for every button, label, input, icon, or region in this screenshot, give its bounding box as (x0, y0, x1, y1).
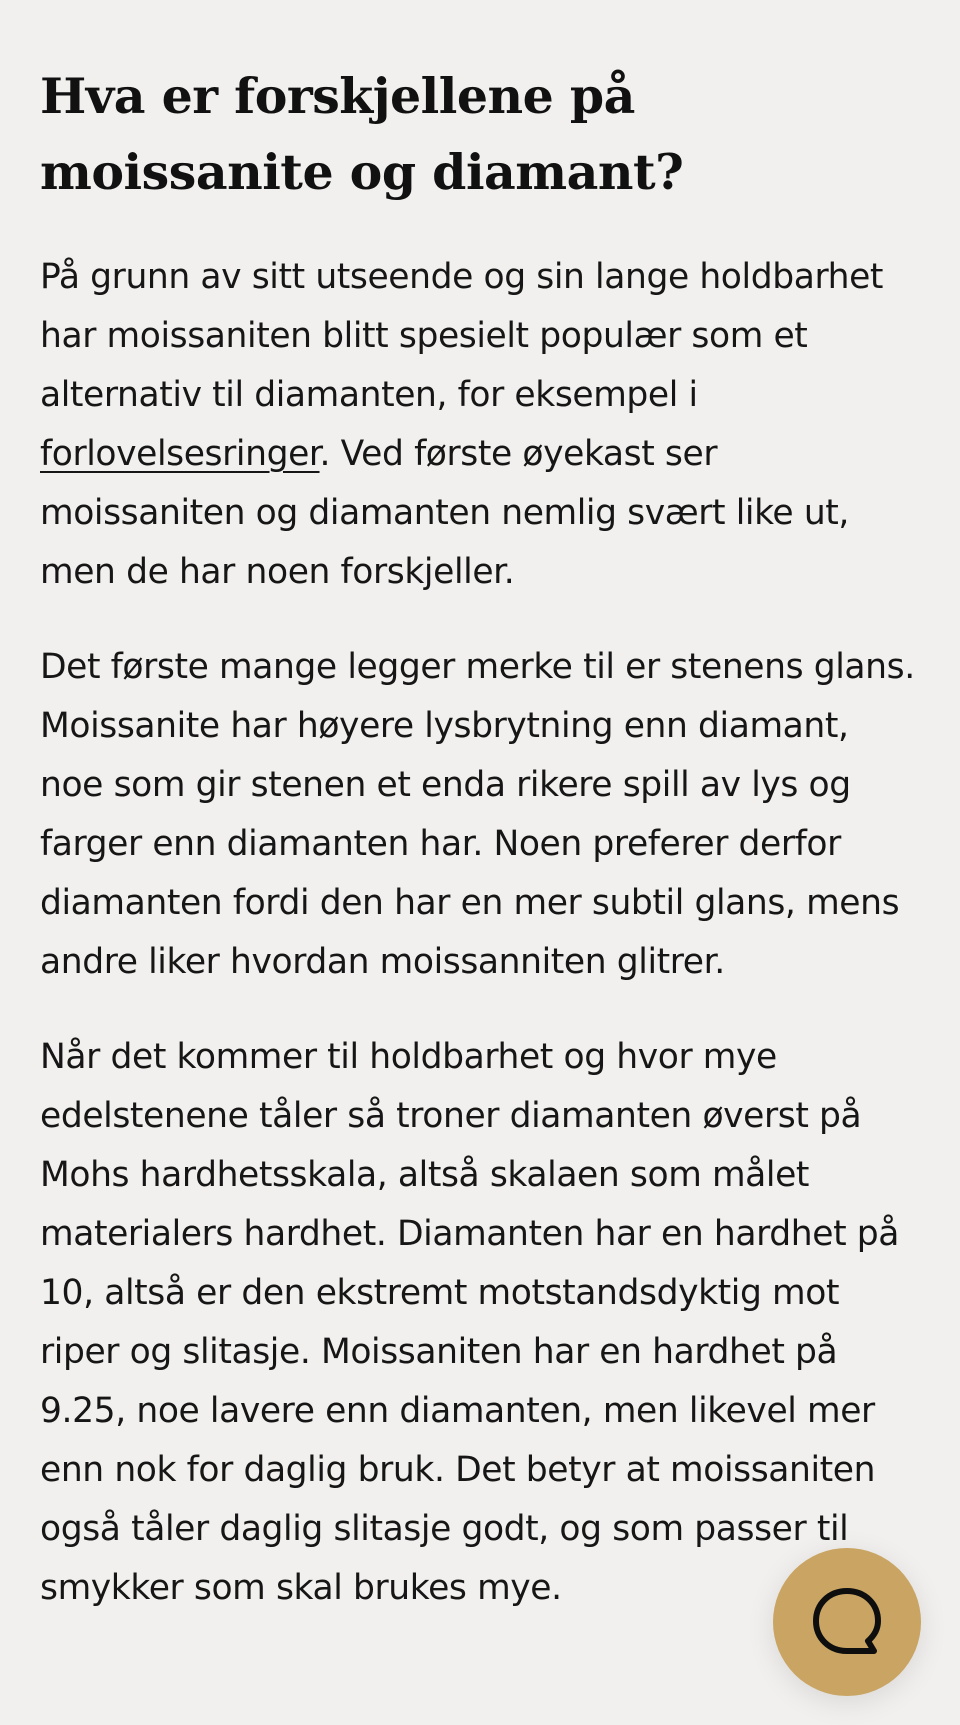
engagement-rings-link[interactable]: forlovelsesringer (40, 434, 320, 474)
heading-line-2: moissanite og diamant? (40, 143, 684, 201)
paragraph-brilliance: Det første mange legger merke til er stenens glans. Moissanite har høyere lysbrytning enn diamant, noe som gir stenen et enda rikere spill av lys og farger enn diamanten har. Noen preferer derfor diamanten fordi den har en mer subtil glans, mens andre liker hvordan moissanniten glitrer. (40, 647, 915, 982)
article-heading (40, 58, 920, 210)
chat-bubble-icon (808, 1583, 886, 1661)
paragraph-intro-text-end: . Ved første øyekast ser moissaniten og diamanten nemlig svært like ut, men de har noen forskjeller. (40, 434, 849, 592)
paragraph-durability: Når det kommer til holdbarhet og hvor mye edelstenene tåler så troner diamanten øverst på Mohs hardhetsskala, altså skalaen som målet materialers hardhet. Diamanten har en hardhet på 10, altså er den ekstremt motstandsdyktig mot riper og slitasje. Moissaniten har en hardhet på 9.25, noe lavere enn diamanten, men likevel mer enn nok for daglig bruk. Det betyr at moissaniten også tåler daglig slitasje godt, og som passer til smykker som skal brukes mye. (40, 1037, 900, 1608)
paragraph-intro-text-start: På grunn av sitt utseende og sin lange holdbarhet har moissaniten blitt spesielt populær som et alternativ til diamanten, for eksempel i (40, 257, 884, 415)
article-section (40, 58, 920, 1618)
chat-widget-button[interactable] (773, 1548, 921, 1696)
paragraph-intro (40, 248, 920, 602)
heading-line-1: Hva er forskjellene på (40, 67, 635, 125)
